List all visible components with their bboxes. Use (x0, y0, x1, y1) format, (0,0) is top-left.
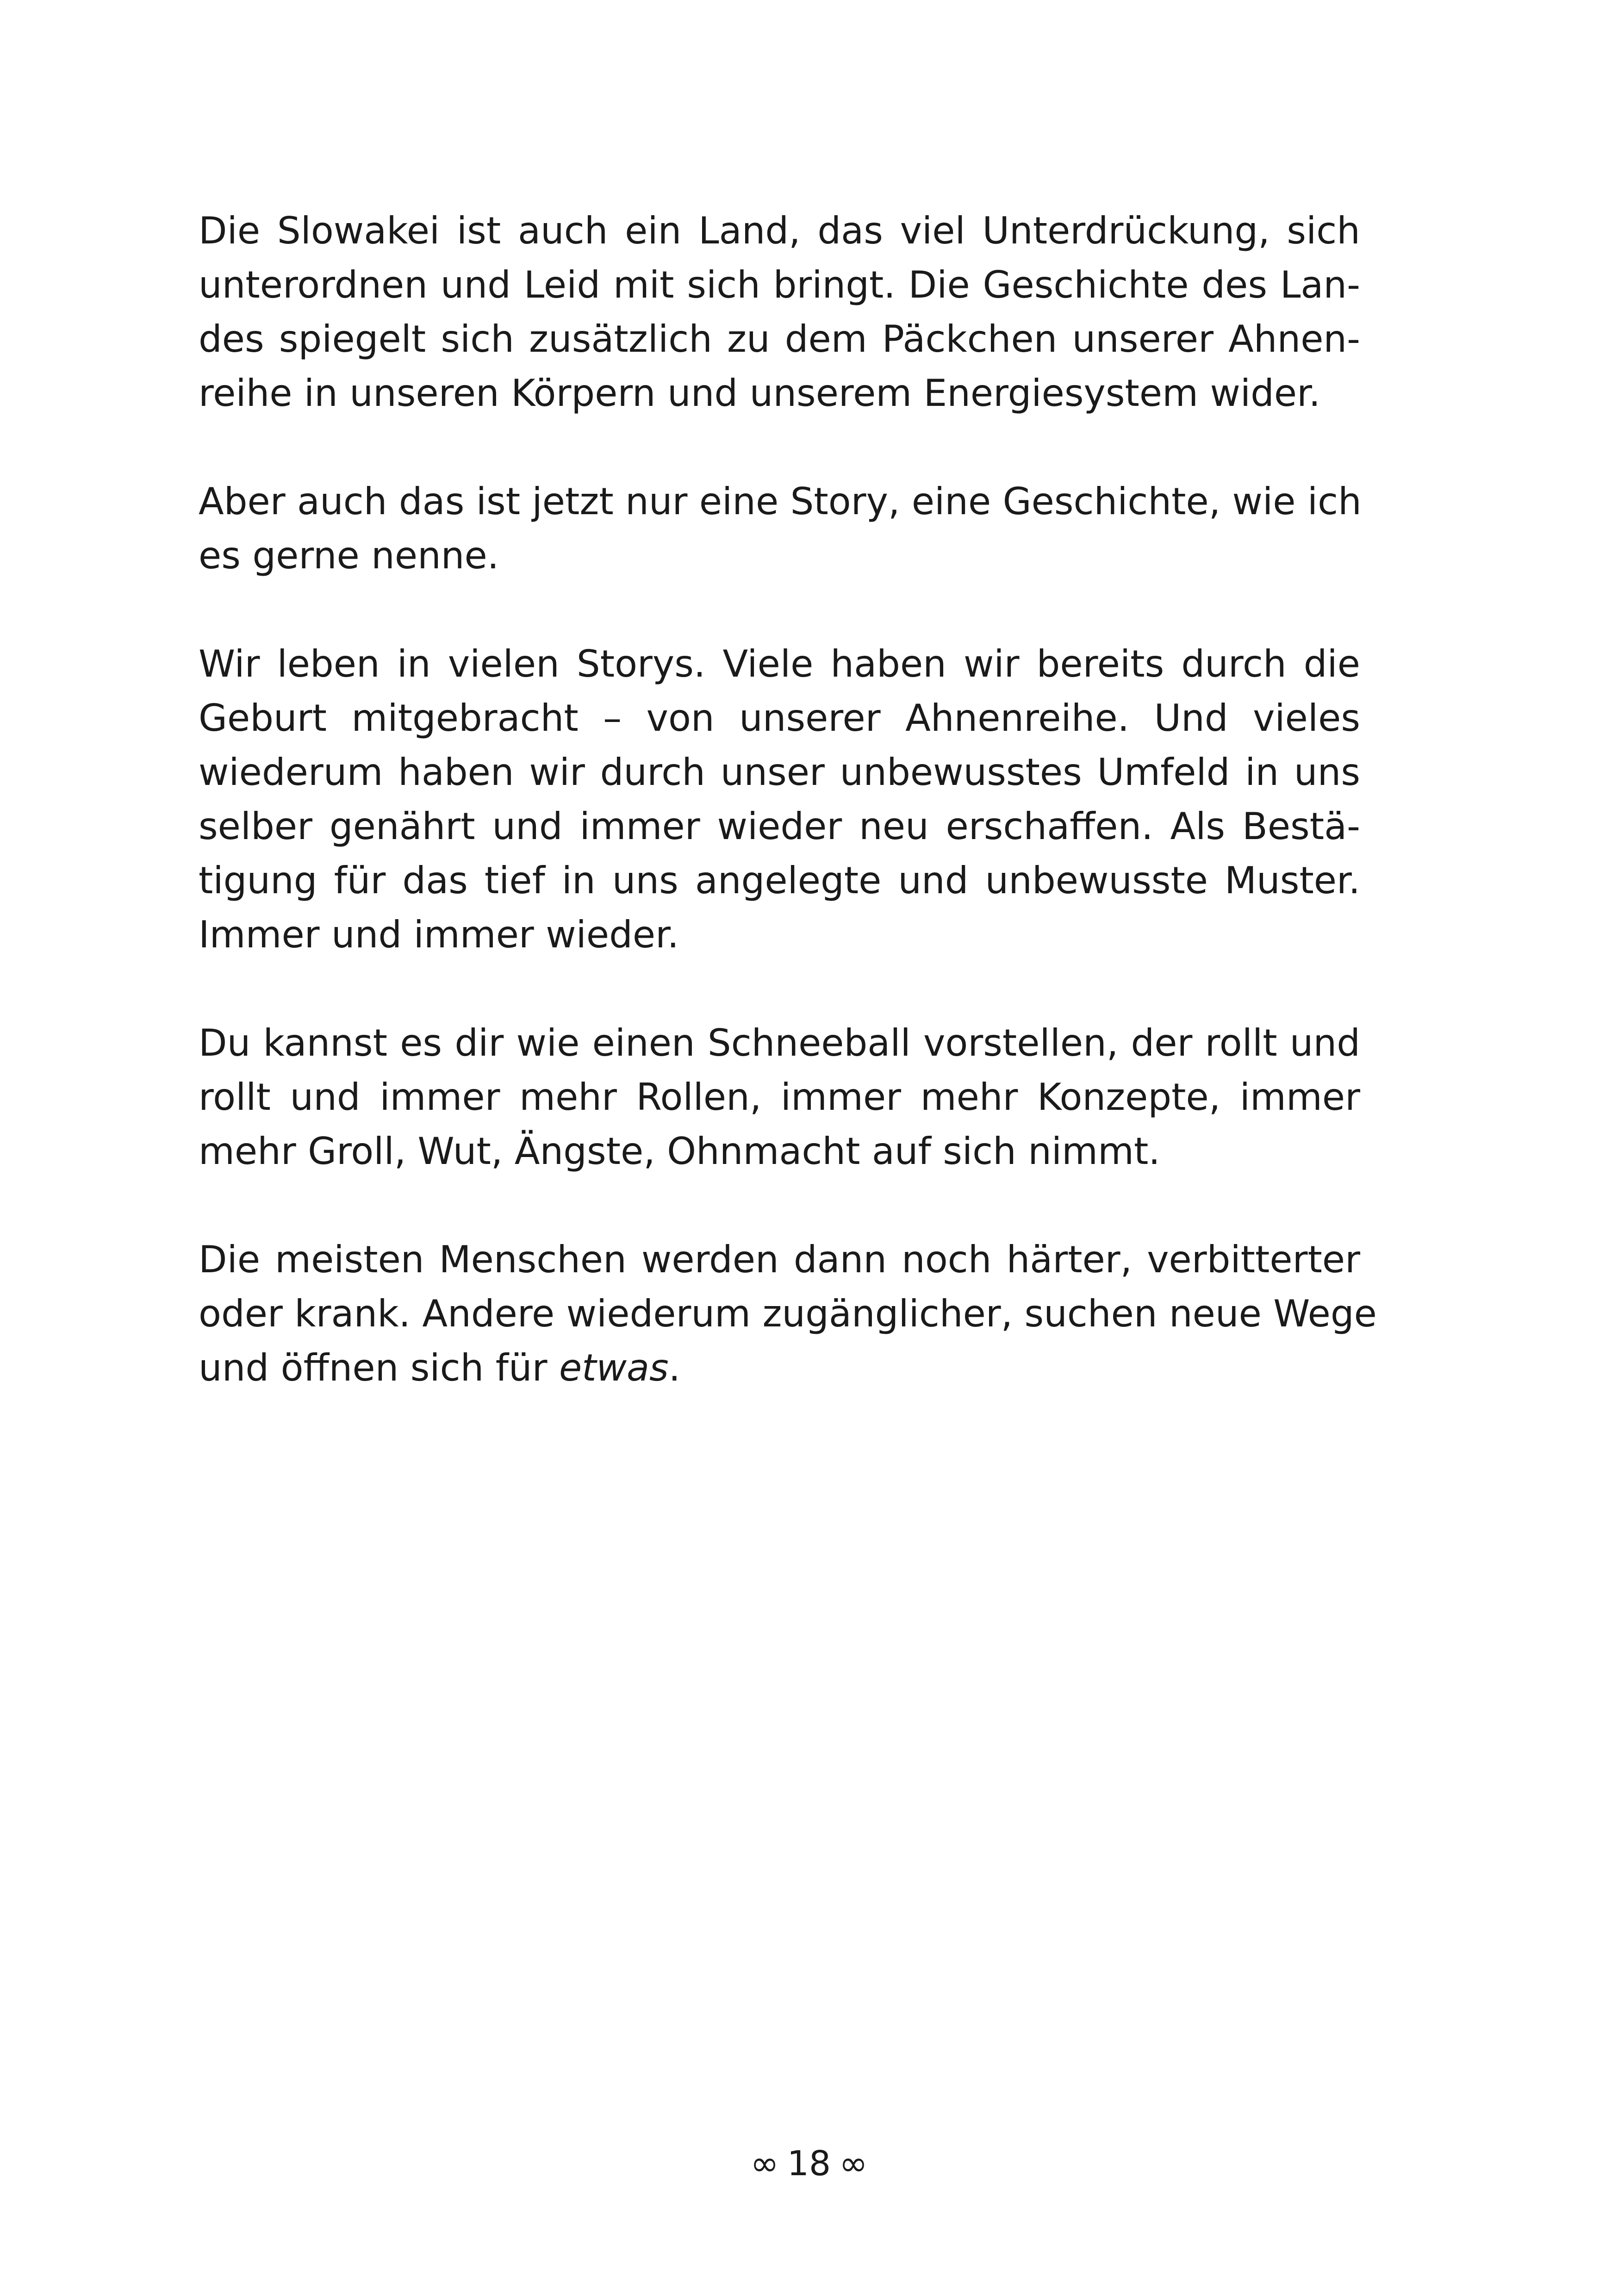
text-line: tigung für das tief in uns angelegte und unbewusste Muster. (199, 859, 1360, 902)
page-footer (0, 2138, 1618, 2189)
text-line: Aber auch das ist jetzt nur eine Story, eine Geschichte, wie ich (199, 480, 1362, 523)
text-line: Geburt mitgebracht – von unserer Ahnenreihe. Und vieles (199, 697, 1360, 740)
text-line: Wir leben in vielen Storys. Viele haben wir bereits durch die (199, 642, 1360, 685)
text-line: rollt und immer mehr Rollen, immer mehr Konzepte, immer (199, 1076, 1360, 1119)
paragraph-5 (199, 1232, 1377, 1395)
paragraph-3 (199, 637, 1360, 962)
infinity-ornament-icon: ∞ (839, 2144, 868, 2184)
paragraph-4 (199, 1016, 1360, 1178)
text-line-last (199, 1341, 1360, 1395)
text-line: Die meisten Menschen werden dann noch härter, verbitterter (199, 1238, 1360, 1281)
text-line: Du kannst es dir wie einen Schneeball vorstellen, der rollt und (199, 1021, 1360, 1064)
page-body (199, 204, 1377, 1449)
text-line: oder krank. Andere wiederum zugänglicher, suchen neue Wege (199, 1292, 1377, 1335)
text-span: und öffnen sich für (199, 1346, 559, 1389)
text-line: reihe in unseren Körpern und unserem Energiesystem wider. (199, 372, 1321, 415)
emphasis-text: etwas (559, 1346, 669, 1389)
text-line: mehr Groll, Wut, Ängste, Ohnmacht auf sich nimmt. (199, 1130, 1160, 1173)
page-number: 18 (787, 2144, 831, 2184)
text-line: selber genährt und immer wieder neu erschaffen. Als Bestä- (199, 805, 1360, 848)
text-line: wiederum haben wir durch unser unbewusstes Umfeld in uns (199, 751, 1360, 794)
text-line: Die Slowakei ist auch ein Land, das viel Unterdrückung, sich (199, 209, 1360, 252)
text-line: Immer und immer wieder. (199, 913, 679, 956)
text-line: es gerne nenne. (199, 534, 499, 577)
infinity-ornament-icon: ∞ (750, 2144, 779, 2184)
text-line: des spiegelt sich zusätzlich zu dem Päckchen unserer Ahnen- (199, 317, 1360, 361)
paragraph-1 (199, 204, 1360, 420)
paragraph-2 (199, 474, 1360, 583)
text-span: . (668, 1346, 681, 1389)
text-line: unterordnen und Leid mit sich bringt. Die Geschichte des Lan- (199, 263, 1360, 306)
